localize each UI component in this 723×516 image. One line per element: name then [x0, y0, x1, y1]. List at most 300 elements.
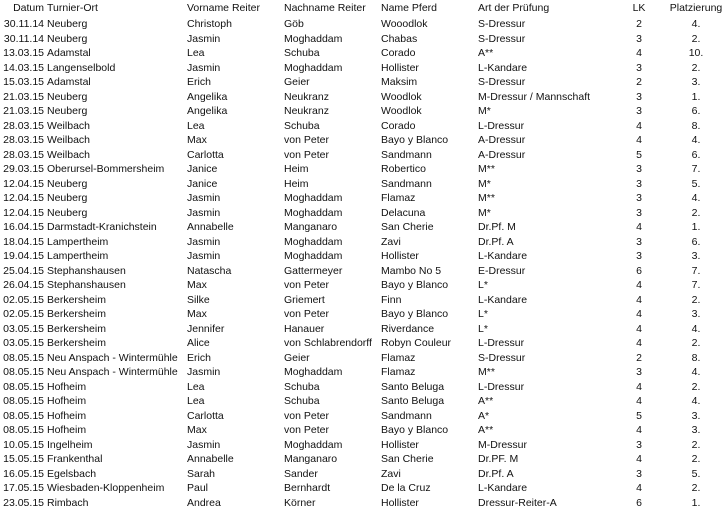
cell-lk: 3 [636, 366, 642, 378]
table-row [0, 235, 723, 250]
table-row [0, 322, 723, 337]
cell-datum: 29.03.15 [3, 163, 44, 175]
cell-vorname: Jasmin [187, 32, 221, 45]
cell-platzierung: 4. [691, 192, 701, 204]
cell-pferd: Delacuna [381, 206, 426, 219]
cell-pferd: Corado [381, 47, 416, 59]
cell-nachname: Bernhardt [284, 482, 331, 494]
cell-turnier-ort: Adamstal [47, 47, 91, 59]
cell-lk: 3 [636, 192, 642, 204]
cell-pruefung: M-Dressur [478, 438, 527, 451]
cell-pruefung: Dr.Pf. M [478, 221, 516, 233]
cell-datum: 12.04.15 [3, 206, 44, 219]
cell-vorname: Jasmin [187, 250, 221, 262]
cell-platzierung: 6. [691, 148, 701, 161]
cell-lk: 4 [636, 293, 642, 306]
cell-pferd: Sandmann [381, 177, 432, 190]
cell-pruefung: L-Kandare [478, 293, 528, 306]
cell-lk: 2 [636, 18, 642, 30]
cell-vorname: Jasmin [187, 61, 221, 74]
cell-pruefung: M* [478, 206, 491, 219]
cell-pferd: Hollister [381, 61, 419, 74]
table-row [0, 394, 723, 409]
cell-platzierung: 4. [691, 395, 701, 407]
table-row [0, 61, 723, 76]
cell-turnier-ort: Hofheim [47, 380, 87, 393]
cell-vorname: Carlotta [187, 409, 224, 422]
cell-platzierung: 2. [691, 32, 701, 45]
cell-platzierung: 7. [691, 279, 701, 291]
cell-nachname: von Peter [284, 424, 329, 436]
table-row [0, 17, 723, 32]
cell-pruefung: Dr.PF. M [478, 453, 519, 465]
cell-platzierung: 5. [691, 177, 701, 190]
cell-turnier-ort: Hofheim [47, 424, 87, 436]
cell-nachname: Moghaddam [284, 235, 343, 248]
cell-nachname: Moghaddam [284, 32, 343, 45]
cell-datum: 02.05.15 [3, 293, 44, 306]
cell-turnier-ort: Neu Anspach - Wintermühle [47, 351, 178, 364]
cell-datum: 08.05.15 [3, 351, 44, 364]
cell-lk: 4 [636, 279, 642, 291]
column-header-lk: LK [632, 2, 646, 14]
cell-pferd: Sandmann [381, 148, 432, 161]
cell-vorname: Jasmin [187, 192, 221, 204]
cell-platzierung: 6. [691, 105, 701, 117]
cell-vorname: Janice [187, 177, 218, 190]
cell-turnier-ort: Weilbach [47, 119, 90, 132]
cell-turnier-ort: Lampertheim [47, 235, 109, 248]
cell-vorname: Max [187, 279, 207, 291]
cell-pruefung: A* [478, 409, 490, 422]
cell-pferd: Bayo y Blanco [381, 134, 449, 146]
cell-turnier-ort: Berkersheim [47, 322, 106, 335]
cell-datum: 15.05.15 [3, 453, 44, 465]
cell-pferd: Hollister [381, 496, 419, 509]
cell-lk: 2 [636, 351, 642, 364]
cell-lk: 4 [636, 453, 642, 465]
cell-datum: 26.04.15 [3, 279, 44, 291]
cell-platzierung: 3. [691, 308, 701, 320]
cell-lk: 3 [636, 250, 642, 262]
cell-lk: 3 [636, 235, 642, 248]
table-row [0, 104, 723, 119]
cell-pferd: Bayo y Blanco [381, 308, 449, 320]
cell-turnier-ort: Neu Anspach - Wintermühle [47, 366, 178, 378]
cell-platzierung: 1. [691, 90, 701, 103]
cell-lk: 5 [636, 148, 642, 161]
table-row [0, 409, 723, 424]
cell-nachname: Göb [284, 18, 304, 30]
cell-pruefung: L* [478, 279, 488, 291]
cell-turnier-ort: Neuberg [47, 32, 88, 45]
cell-vorname: Natascha [187, 264, 232, 277]
cell-pferd: Santo Beluga [381, 380, 445, 393]
column-header-platzierung: Platzierung [669, 2, 723, 14]
cell-datum: 16.04.15 [3, 221, 44, 233]
cell-turnier-ort: Ingelheim [47, 438, 93, 451]
column-header-datum: Datum [13, 2, 44, 14]
cell-platzierung: 4. [691, 366, 701, 378]
cell-lk: 5 [636, 409, 642, 422]
cell-nachname: Geier [284, 351, 310, 364]
cell-platzierung: 10. [688, 47, 704, 59]
cell-datum: 14.03.15 [3, 61, 44, 74]
cell-pferd: Robyn Couleur [381, 337, 452, 349]
cell-nachname: von Schlabrendorff [284, 337, 372, 349]
cell-nachname: Schuba [284, 47, 320, 59]
cell-lk: 4 [636, 337, 642, 349]
cell-lk: 4 [636, 47, 642, 59]
cell-turnier-ort: Egelsbach [47, 467, 97, 480]
cell-vorname: Jennifer [187, 322, 225, 335]
cell-vorname: Annabelle [187, 453, 234, 465]
cell-pruefung: S-Dressur [478, 76, 526, 88]
cell-turnier-ort: Rimbach [47, 496, 89, 509]
cell-nachname: Sander [284, 467, 318, 480]
column-header-pferd: Name Pferd [381, 2, 438, 14]
table-row [0, 75, 723, 90]
cell-lk: 6 [636, 496, 642, 509]
table-row [0, 148, 723, 163]
table-row [0, 90, 723, 105]
table-row [0, 32, 723, 47]
cell-pruefung: Dressur-Reiter-A [478, 496, 557, 509]
cell-pruefung: L* [478, 322, 488, 335]
cell-pferd: Woodlok [381, 105, 422, 117]
cell-pruefung: E-Dressur [478, 264, 526, 277]
cell-turnier-ort: Neuberg [47, 90, 88, 103]
cell-pruefung: M** [478, 192, 495, 204]
cell-lk: 3 [636, 467, 642, 480]
cell-lk: 3 [636, 206, 642, 219]
cell-platzierung: 2. [691, 380, 701, 393]
cell-turnier-ort: Lampertheim [47, 250, 109, 262]
column-header-pruefung: Art der Prüfung [478, 2, 550, 14]
cell-lk: 4 [636, 395, 642, 407]
cell-pferd: Zavi [381, 235, 401, 248]
table-row [0, 264, 723, 279]
cell-turnier-ort: Neuberg [47, 206, 88, 219]
cell-nachname: Schuba [284, 380, 320, 393]
cell-lk: 3 [636, 61, 642, 74]
cell-pferd: Zavi [381, 467, 401, 480]
cell-pruefung: M-Dressur / Mannschaft [478, 90, 591, 103]
table-row [0, 467, 723, 482]
cell-nachname: Moghaddam [284, 438, 343, 451]
cell-turnier-ort: Berkersheim [47, 293, 106, 306]
table-row [0, 336, 723, 351]
cell-nachname: Neukranz [284, 90, 329, 103]
cell-vorname: Annabelle [187, 221, 234, 233]
cell-vorname: Jasmin [187, 206, 221, 219]
cell-nachname: von Peter [284, 134, 329, 146]
column-header-turnier-ort: Turnier-Ort [47, 2, 98, 14]
cell-vorname: Jasmin [187, 438, 221, 451]
cell-vorname: Max [187, 424, 207, 436]
column-header-nachname: Nachname Reiter [284, 2, 366, 14]
cell-nachname: Moghaddam [284, 250, 343, 262]
cell-platzierung: 3. [691, 250, 701, 262]
cell-platzierung: 2. [691, 337, 701, 349]
cell-vorname: Sarah [187, 467, 216, 480]
cell-platzierung: 8. [691, 119, 701, 132]
header-row [0, 0, 723, 17]
table-row [0, 380, 723, 395]
cell-pferd: San Cherie [381, 221, 434, 233]
cell-pferd: Sandmann [381, 409, 432, 422]
table-row [0, 206, 723, 221]
cell-platzierung: 7. [691, 163, 701, 175]
cell-pruefung: L-Dressur [478, 380, 525, 393]
cell-pferd: Finn [381, 293, 402, 306]
cell-datum: 30.11.14 [3, 32, 44, 45]
table-row [0, 293, 723, 308]
cell-vorname: Alice [187, 337, 210, 349]
cell-nachname: Hanauer [284, 322, 325, 335]
cell-vorname: Carlotta [187, 148, 224, 161]
cell-lk: 3 [636, 177, 642, 190]
cell-pruefung: A** [478, 47, 494, 59]
cell-pruefung: A-Dressur [478, 134, 526, 146]
cell-pferd: San Cherie [381, 453, 434, 465]
cell-datum: 10.05.15 [3, 438, 44, 451]
table-row [0, 438, 723, 453]
cell-datum: 03.05.15 [3, 322, 44, 335]
cell-pferd: Robertico [381, 163, 426, 175]
cell-datum: 30.11.14 [3, 18, 44, 30]
cell-platzierung: 7. [691, 264, 701, 277]
cell-vorname: Janice [187, 163, 218, 175]
cell-platzierung: 1. [691, 221, 701, 233]
cell-nachname: Manganaro [284, 453, 338, 465]
cell-datum: 18.04.15 [3, 235, 44, 248]
table-row [0, 119, 723, 134]
cell-pruefung: A** [478, 395, 494, 407]
cell-turnier-ort: Adamstal [47, 76, 91, 88]
cell-datum: 15.03.15 [3, 76, 44, 88]
cell-platzierung: 2. [691, 206, 701, 219]
table-row [0, 365, 723, 380]
cell-turnier-ort: Stephanshausen [47, 279, 126, 291]
cell-nachname: von Peter [284, 308, 329, 320]
cell-nachname: Geier [284, 76, 310, 88]
cell-platzierung: 3. [691, 424, 701, 436]
cell-nachname: Moghaddam [284, 206, 343, 219]
table-row [0, 220, 723, 235]
cell-pferd: Bayo y Blanco [381, 424, 449, 436]
cell-pferd: Flamaz [381, 351, 416, 364]
cell-turnier-ort: Hofheim [47, 409, 87, 422]
cell-turnier-ort: Hofheim [47, 395, 87, 407]
cell-vorname: Jasmin [187, 235, 221, 248]
cell-datum: 13.03.15 [3, 47, 44, 59]
cell-vorname: Lea [187, 395, 205, 407]
cell-turnier-ort: Wiesbaden-Kloppenheim [47, 482, 165, 494]
cell-pferd: Flamaz [381, 192, 416, 204]
column-header-vorname: Vorname Reiter [187, 2, 260, 14]
cell-turnier-ort: Weilbach [47, 134, 90, 146]
cell-pferd: Riverdance [381, 322, 435, 335]
cell-pruefung: S-Dressur [478, 32, 526, 45]
cell-lk: 4 [636, 322, 642, 335]
cell-platzierung: 2. [691, 61, 701, 74]
cell-pruefung: A-Dressur [478, 148, 526, 161]
cell-pruefung: Dr.Pf. A [478, 467, 514, 480]
cell-pruefung: L-Kandare [478, 250, 528, 262]
cell-turnier-ort: Neuberg [47, 177, 88, 190]
cell-turnier-ort: Neuberg [47, 18, 88, 30]
cell-pferd: Maksim [381, 76, 418, 88]
table-row [0, 351, 723, 366]
cell-vorname: Lea [187, 47, 205, 59]
cell-datum: 08.05.15 [3, 409, 44, 422]
cell-pruefung: Dr.Pf. A [478, 235, 514, 248]
cell-datum: 12.04.15 [3, 192, 44, 204]
cell-datum: 25.04.15 [3, 264, 44, 277]
cell-vorname: Max [187, 134, 207, 146]
cell-nachname: Schuba [284, 119, 320, 132]
cell-turnier-ort: Oberursel-Bommersheim [47, 163, 165, 175]
cell-nachname: Körner [284, 496, 316, 509]
table-row [0, 481, 723, 496]
table-row [0, 177, 723, 192]
cell-datum: 17.05.15 [3, 482, 44, 494]
cell-lk: 4 [636, 424, 642, 436]
cell-turnier-ort: Stephanshausen [47, 264, 126, 277]
cell-nachname: von Peter [284, 409, 329, 422]
cell-pferd: Bayo y Blanco [381, 279, 449, 291]
cell-pferd: De la Cruz [381, 482, 431, 494]
cell-vorname: Jasmin [187, 366, 221, 378]
cell-vorname: Max [187, 308, 207, 320]
cell-turnier-ort: Frankenthal [47, 453, 103, 465]
cell-platzierung: 8. [691, 351, 701, 364]
cell-vorname: Andrea [187, 496, 221, 509]
cell-nachname: Moghaddam [284, 192, 343, 204]
cell-pferd: Corado [381, 119, 416, 132]
table-row [0, 249, 723, 264]
cell-pferd: Woodlok [381, 90, 422, 103]
cell-turnier-ort: Darmstadt-Kranichstein [47, 221, 157, 233]
cell-lk: 3 [636, 32, 642, 45]
cell-pruefung: M** [478, 163, 495, 175]
cell-pruefung: S-Dressur [478, 351, 526, 364]
cell-lk: 3 [636, 90, 642, 103]
cell-vorname: Lea [187, 119, 205, 132]
cell-platzierung: 3. [691, 76, 701, 88]
cell-datum: 03.05.15 [3, 337, 44, 349]
cell-pruefung: M* [478, 177, 491, 190]
cell-vorname: Angelika [187, 90, 228, 103]
cell-pferd: Santo Beluga [381, 395, 445, 407]
cell-nachname: Moghaddam [284, 61, 343, 74]
cell-datum: 02.05.15 [3, 308, 44, 320]
cell-turnier-ort: Berkersheim [47, 337, 106, 349]
table-row [0, 452, 723, 467]
table-row [0, 423, 723, 438]
cell-nachname: Heim [284, 177, 309, 190]
cell-pruefung: A** [478, 424, 494, 436]
cell-pruefung: L* [478, 308, 488, 320]
cell-nachname: Neukranz [284, 105, 329, 117]
cell-pruefung: M** [478, 366, 495, 378]
cell-platzierung: 3. [691, 409, 701, 422]
cell-platzierung: 2. [691, 438, 701, 451]
cell-datum: 16.05.15 [3, 467, 44, 480]
cell-pruefung: L-Dressur [478, 119, 525, 132]
cell-lk: 4 [636, 134, 642, 146]
cell-datum: 21.03.15 [3, 90, 44, 103]
cell-vorname: Erich [187, 76, 211, 88]
cell-platzierung: 2. [691, 293, 701, 306]
cell-platzierung: 4. [691, 18, 701, 30]
cell-pruefung: S-Dressur [478, 18, 526, 30]
cell-nachname: Schuba [284, 395, 320, 407]
cell-lk: 4 [636, 380, 642, 393]
cell-nachname: Moghaddam [284, 366, 343, 378]
cell-lk: 4 [636, 482, 642, 494]
cell-vorname: Paul [187, 482, 209, 494]
cell-lk: 6 [636, 264, 642, 277]
cell-pferd: Chabas [381, 32, 418, 45]
cell-pruefung: L-Kandare [478, 61, 528, 74]
cell-lk: 3 [636, 105, 642, 117]
cell-lk: 4 [636, 119, 642, 132]
cell-vorname: Erich [187, 351, 211, 364]
cell-platzierung: 4. [691, 134, 701, 146]
cell-turnier-ort: Neuberg [47, 192, 88, 204]
cell-datum: 28.03.15 [3, 119, 44, 132]
cell-lk: 3 [636, 163, 642, 175]
cell-datum: 08.05.15 [3, 395, 44, 407]
cell-datum: 08.05.15 [3, 380, 44, 393]
table-row [0, 307, 723, 322]
table-row [0, 162, 723, 177]
cell-lk: 2 [636, 76, 642, 88]
cell-datum: 23.05.15 [3, 496, 44, 509]
cell-vorname: Lea [187, 380, 205, 393]
cell-pruefung: L-Dressur [478, 337, 525, 349]
table-row [0, 278, 723, 293]
cell-platzierung: 2. [691, 482, 701, 494]
cell-lk: 4 [636, 308, 642, 320]
cell-pruefung: M* [478, 105, 491, 117]
table-row [0, 496, 723, 511]
cell-turnier-ort: Berkersheim [47, 308, 106, 320]
cell-datum: 19.04.15 [3, 250, 44, 262]
cell-pferd: Flamaz [381, 366, 416, 378]
cell-turnier-ort: Langenselbold [47, 61, 116, 74]
cell-nachname: Heim [284, 163, 309, 175]
cell-datum: 21.03.15 [3, 105, 44, 117]
cell-nachname: Manganaro [284, 221, 338, 233]
cell-nachname: Gattermeyer [284, 264, 343, 277]
cell-lk: 4 [636, 221, 642, 233]
cell-turnier-ort: Weilbach [47, 148, 90, 161]
cell-datum: 28.03.15 [3, 148, 44, 161]
table-row [0, 133, 723, 148]
cell-datum: 08.05.15 [3, 424, 44, 436]
cell-vorname: Silke [187, 293, 210, 306]
table-row [0, 46, 723, 61]
cell-nachname: von Peter [284, 148, 329, 161]
cell-platzierung: 2. [691, 453, 701, 465]
cell-lk: 3 [636, 438, 642, 451]
cell-pferd: Hollister [381, 250, 419, 262]
cell-nachname: von Peter [284, 279, 329, 291]
cell-datum: 28.03.15 [3, 134, 44, 146]
